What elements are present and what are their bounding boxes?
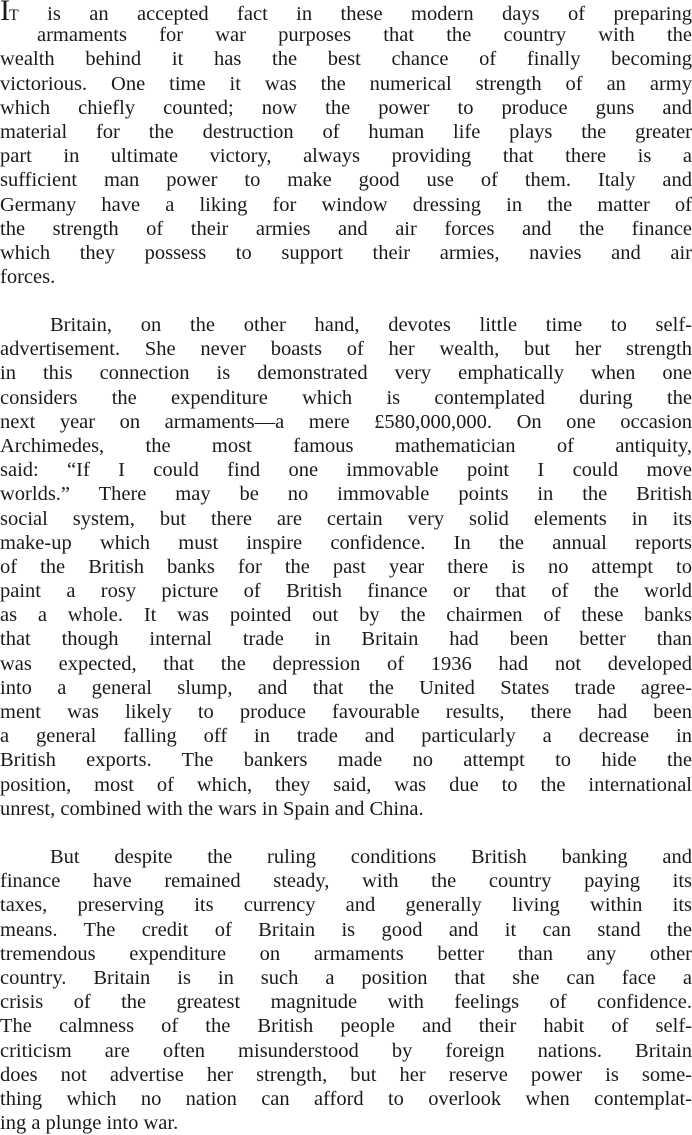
text-line: which chiefly counted; now the power to produce guns and: [0, 96, 692, 119]
paragraph-1: [0, 0, 692, 289]
paragraph-3: [0, 845, 692, 1135]
text-line: means. The credit of Britain is good and it can stand the: [0, 918, 692, 941]
text-line: wealth behind it has the best chance of finally becoming: [0, 48, 692, 71]
text-line: victorious. One time it was the numerical strength of an army: [0, 72, 692, 95]
text-line: paint a rosy picture of British finance or that of the world: [0, 580, 692, 603]
text-line-content: is an accepted fact in these modern days of preparing: [18, 3, 692, 25]
text-line: which they possess to support their armies, navies and air: [0, 241, 692, 264]
text-line: unrest, combined with the wars in Spain and China.: [0, 797, 424, 820]
text-line: finance have remained steady, with the country paying its: [0, 870, 692, 893]
text-line: tremendous expenditure on armaments better than any other: [0, 942, 692, 965]
text-line: advertisement. She never boasts of her wealth, but her strength: [0, 338, 692, 361]
text-line: thing which no nation can afford to overlook when contemplat-: [0, 1087, 692, 1110]
text-line: material for the destruction of human life plays the greater: [0, 120, 692, 143]
text-line: Germany have a liking for window dressing in the matter of: [0, 193, 692, 216]
text-line: sufficient man power to make good use of them. Italy and: [0, 169, 692, 192]
text-line: British exports. The bankers made no attempt to hide the: [0, 749, 692, 772]
small-cap: T: [9, 7, 19, 24]
text-line: crisis of the greatest magnitude with feelings of confidence.: [0, 991, 692, 1014]
text-line: ing a plunge into war.: [0, 1112, 179, 1135]
text-line: was expected, that the depression of 1936 had not developed: [0, 652, 692, 675]
text-line: of the British banks for the past year there is no attempt to: [0, 555, 692, 578]
text-line: But despite the ruling conditions British banking and: [50, 846, 692, 868]
text-line: considers the expenditure which is contemplated during the: [0, 386, 692, 409]
text-line: [0, 0, 692, 27]
text-line: the strength of their armies and air forces and the finance: [0, 217, 692, 240]
text-line: position, most of which, they said, was due to the international: [0, 773, 692, 796]
drop-cap: I: [0, 0, 9, 27]
text-line: forces.: [0, 266, 56, 289]
text-line: as a whole. It was pointed out by the chairmen of these banks: [0, 604, 692, 627]
text-line: make-up which must inspire confidence. In the annual reports: [0, 531, 692, 554]
paragraph-2: [0, 313, 692, 821]
text-line: a general falling off in trade and particularly a decrease in: [0, 725, 692, 748]
text-line: said: “If I could find one immovable point I could move: [0, 459, 692, 482]
text-line: armaments for war purposes that the country with the: [37, 24, 692, 47]
text-line: The calmness of the British people and their habit of self-: [0, 1015, 692, 1038]
text-line: criticism are often misunderstood by foreign nations. Britain: [0, 1039, 692, 1062]
text-line: in this connection is demonstrated very emphatically when one: [0, 362, 692, 385]
text-line: Archimedes, the most famous mathematician of antiquity,: [0, 434, 692, 457]
text-line: ment was likely to produce favourable results, there had been: [0, 701, 692, 723]
text-line: country. Britain is in such a position that she can face a: [0, 966, 692, 989]
text-line: Britain, on the other hand, devotes little time to self-: [50, 314, 692, 336]
text-line: next year on armaments—a mere £580,000,000. On one occasion: [0, 410, 692, 433]
text-line: taxes, preserving its currency and generally living within its: [0, 894, 692, 917]
text-line: part in ultimate victory, always providing that there is a: [0, 145, 692, 168]
text-line: that though internal trade in Britain had been better than: [0, 628, 692, 651]
text-line: social system, but there are certain very solid elements in its: [0, 507, 692, 530]
text-line: does not advertise her strength, but her reserve power is some-: [0, 1063, 692, 1086]
text-line: worlds.” There may be no immovable points in the British: [0, 483, 692, 506]
text-line: into a general slump, and that the United States trade agree-: [0, 676, 692, 699]
